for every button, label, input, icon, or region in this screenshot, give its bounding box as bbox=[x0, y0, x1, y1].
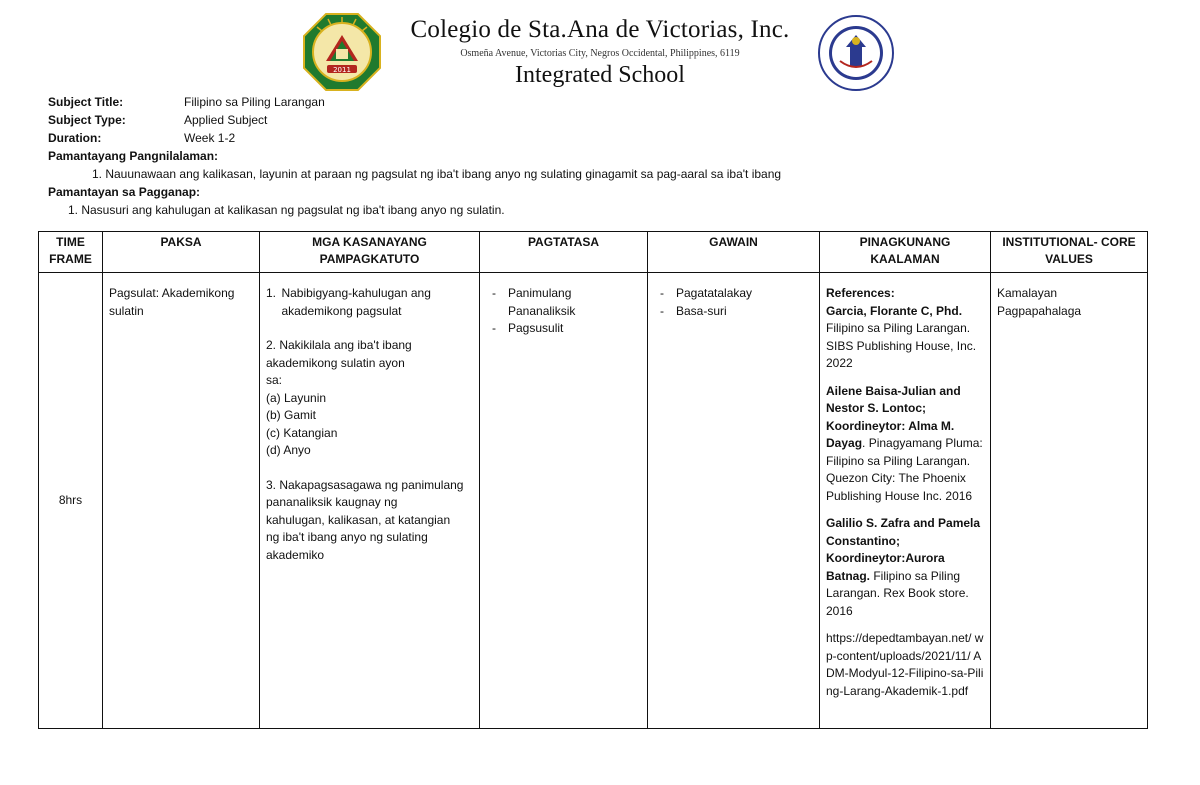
gawain-cell bbox=[648, 273, 820, 729]
school-name: Colegio de Sta.Ana de Victorias, Inc. bbox=[410, 16, 790, 43]
gawain-list bbox=[654, 285, 813, 320]
subject-title-value: Filipino sa Piling Larangan bbox=[184, 95, 325, 109]
reference-1: Garcia, Florante C, Phd. Filipino sa Piling Larangan. SIBS Publishing House, Inc. 2022 bbox=[826, 303, 977, 370]
paksa-cell: Pagsulat: Akademikong sulatin bbox=[103, 273, 260, 729]
reference-2: Ailene Baisa-Julian and Nestor S. Lontoc; Koordineytor: Alma M. Dayag. Pinagyamang Pluma: Filipino sa Piling Larangan. Quezon City: The Phoenix Publishing House Inc. 2016 bbox=[826, 383, 983, 503]
pagtatasa-cell bbox=[480, 273, 648, 729]
pagtatasa-list bbox=[486, 285, 641, 338]
performance-standard-item: 1. Nasusuri ang kahulugan at kalikasan ng pagsulat ng iba't ibang anyo ng sulatin. bbox=[68, 203, 505, 217]
kasanayan-item-2: 2. Nakikilala ang iba't ibang akademikong sulatin ayon sa: (a) Layunin (b) Gamit (c) Katangian (d) Anyo bbox=[266, 338, 412, 457]
school-address: Osmeña Avenue, Victorias City, Negros Occidental, Philippines, 6119 bbox=[460, 48, 740, 59]
reference-link[interactable]: https://depedtambayan.net/ wp-content/uploads/2021/11/ ADM-Modyul-12-Filipino-sa-Piling-Larang-Akademik-1.pdf bbox=[826, 631, 984, 698]
list-item: - Basa-suri bbox=[654, 303, 813, 321]
list-item: - Panimulang Pananaliksik bbox=[486, 285, 641, 320]
kasanayan-item-1: 1. Nabibigyang-kahulugan ang akademikong pagsulat bbox=[266, 286, 431, 318]
content-standard-title: Pamantayang Pangnilalaman: bbox=[48, 149, 219, 163]
school-subtitle: Integrated School bbox=[515, 62, 685, 88]
header-pinagkunang: PINAGKUNANG KAALAMAN bbox=[820, 232, 991, 273]
table-header-row bbox=[39, 232, 1148, 273]
references-cell bbox=[820, 273, 991, 729]
core-value-item: Pagpapahalaga bbox=[997, 303, 1082, 318]
list-item: - Pagatatalakay bbox=[654, 285, 813, 303]
kasanayan-cell bbox=[260, 273, 480, 729]
duration-value: Week 1-2 bbox=[184, 131, 236, 145]
svg-text:2011: 2011 bbox=[333, 66, 351, 74]
table-row bbox=[39, 273, 1148, 729]
core-values-cell bbox=[991, 273, 1148, 729]
header-pagtatasa: PAGTATASA bbox=[480, 232, 648, 273]
letterhead bbox=[0, 10, 1200, 90]
header-paksa: PAKSA bbox=[103, 232, 260, 273]
duration-label: Duration: bbox=[48, 131, 102, 145]
reference-3: Galilio S. Zafra and Pamela Constantino; Koordineytor:Aurora Batnag. Filipino sa Piling Larangan. Rex Book store. 2016 bbox=[826, 516, 981, 618]
header-gawain: GAWAIN bbox=[648, 232, 820, 273]
duration-row bbox=[48, 129, 781, 147]
content-standard-item: 1. Nauunawaan ang kalikasan, layunin at paraan ng pagsulat ng iba't ibang anyo ng sulating ginagamit sa pag-aaral sa iba't ibang bbox=[92, 167, 782, 181]
header-core-values: INSTITUTIONAL- CORE VALUES bbox=[991, 232, 1148, 273]
kasanayan-item-3: 3. Nakapagsasagawa ng panimulang pananaliksik kaugnay ng kahulugan, kalikasan, at katangian ng iba't ibang anyo ng sulating akademiko bbox=[266, 477, 464, 562]
header-kasanayan: MGA KASANAYANG PAMPAGKATUTO bbox=[260, 232, 480, 273]
school-seal-logo bbox=[303, 13, 381, 91]
performance-standard-title: Pamantayan sa Pagganap: bbox=[48, 185, 201, 199]
subject-type-row bbox=[48, 111, 781, 129]
list-item: - Pagsusulit bbox=[486, 320, 641, 338]
references-label: References: bbox=[826, 286, 895, 300]
time-frame-cell: 8hrs bbox=[39, 273, 103, 729]
lesson-plan-table bbox=[38, 231, 1148, 729]
subject-type-label: Subject Type: bbox=[48, 113, 126, 127]
subject-info bbox=[48, 93, 781, 219]
core-value-item: Kamalayan bbox=[997, 286, 1058, 300]
subject-title-label: Subject Title: bbox=[48, 95, 124, 109]
header-time-frame: TIME FRAME bbox=[39, 232, 103, 273]
subject-title-row bbox=[48, 93, 781, 111]
deped-seal-logo bbox=[818, 15, 894, 91]
subject-type-value: Applied Subject bbox=[184, 113, 268, 127]
